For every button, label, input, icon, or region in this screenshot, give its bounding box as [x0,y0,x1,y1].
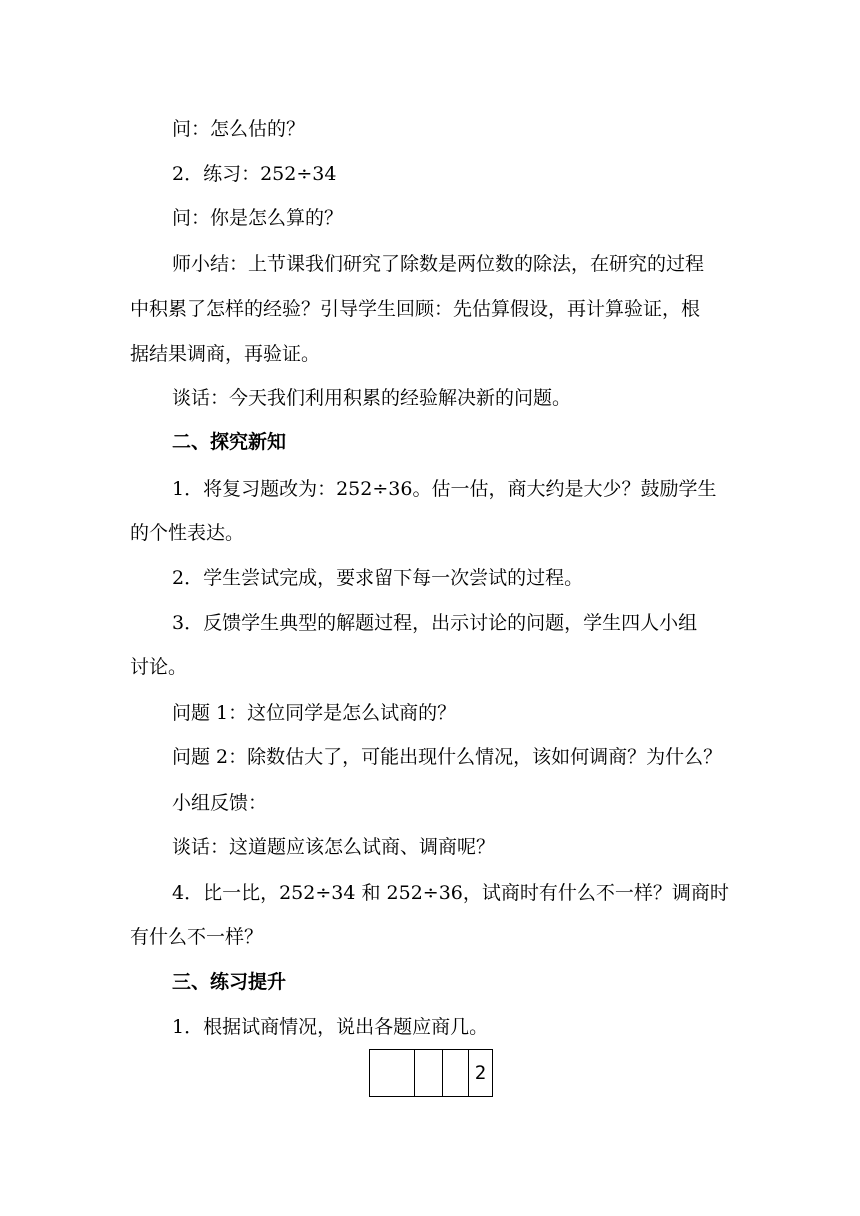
teacher-summary-line-1: 师小结：上节课我们研究了除数是两位数的除法，在研究的过程 [172,253,705,275]
group-feedback: 小组反馈： [172,792,268,814]
teacher-summary-line-3: 据结果调商，再验证。 [130,343,321,365]
explore-item-2: 2．学生尝试完成，要求留下每一次尝试的过程。 [172,567,584,589]
explore-item-1-line-1: 1．将复习题改为：252÷36。估一估，商大约是大少？鼓励学生 [172,478,717,500]
explore-item-3-line-2: 讨论。 [130,656,188,678]
section-heading-explore: 二、探究新知 [172,431,287,453]
quotient-box-cell: 2 [474,1062,487,1084]
practice-item-2: 2．练习：252÷34 [172,163,337,185]
compare-item-4-line-1: 4．比一比，252÷34 和 252÷36，试商时有什么不一样？调商时 [172,882,729,904]
practice-item-1: 1．根据试商情况，说出各题应商几。 [172,1016,489,1038]
talk-line-2: 谈话：这道题应该怎么试商、调商呢？ [172,836,496,858]
problem-1: 问题 1：这位同学是怎么试商的？ [172,702,457,724]
quotient-box-cell [443,1050,469,1096]
talk-line-1: 谈话：今天我们利用积累的经验解决新的问题。 [172,387,572,409]
quotient-box-cell [370,1050,415,1096]
quotient-box-cell [415,1050,443,1096]
explore-item-1-line-2: 的个性表达。 [130,522,245,544]
teacher-summary-line-2: 中积累了怎样的经验？引导学生回顾：先估算假设，再计算验证，根 [130,298,701,320]
question-estimate: 问：怎么估的？ [172,118,306,140]
compare-item-4-line-2: 有什么不一样？ [130,926,264,948]
problem-2: 问题 2：除数估大了，可能出现什么情况，该如何调商？为什么？ [172,746,723,768]
quotient-box-row [369,1049,493,1097]
question-calc: 问：你是怎么算的？ [172,207,344,229]
explore-item-3-line-1: 3．反馈学生典型的解题过程，出示讨论的问题，学生四人小组 [172,612,698,634]
section-heading-practice: 三、练习提升 [172,971,287,993]
